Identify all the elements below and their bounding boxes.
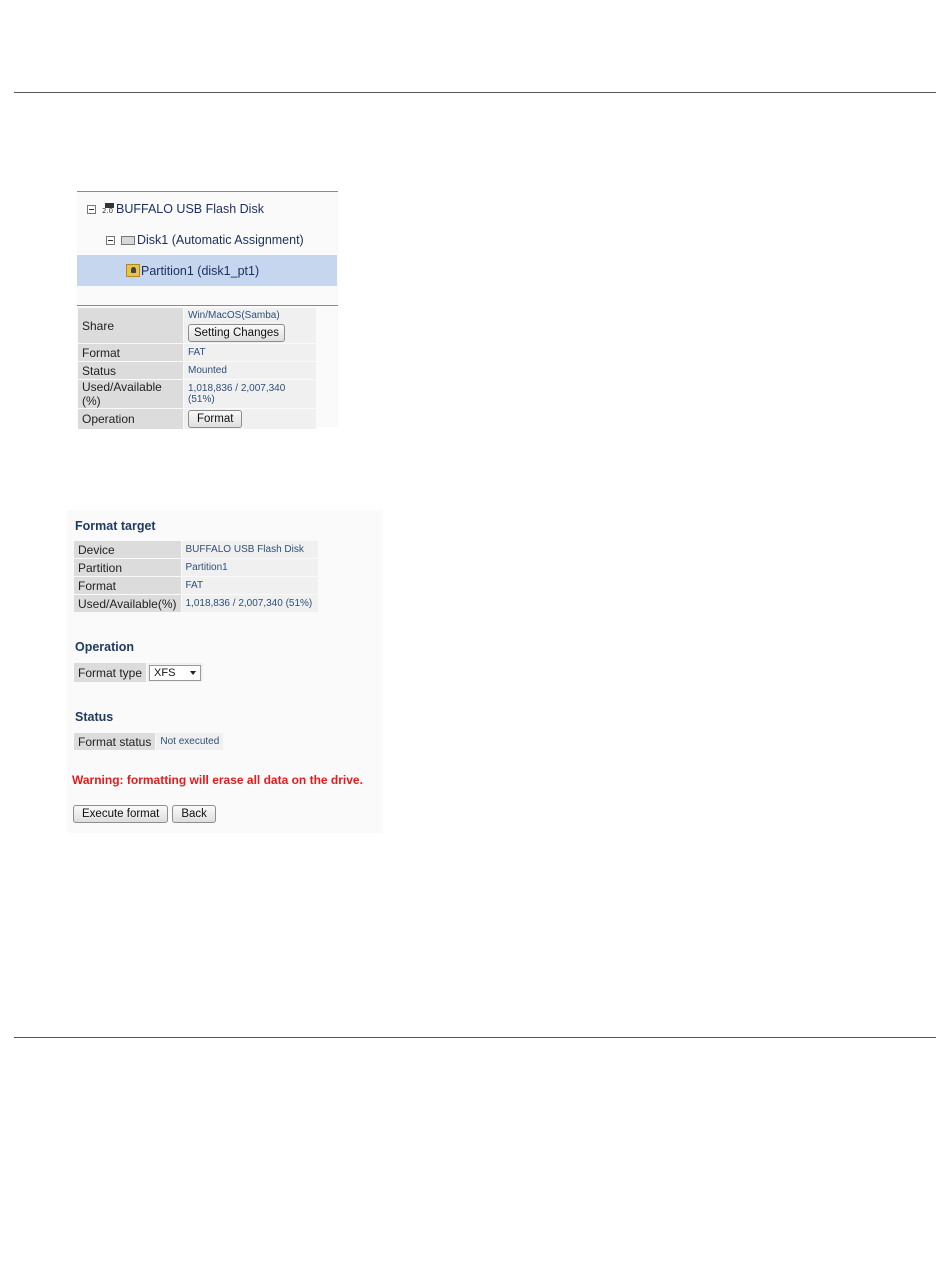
action-buttons — [73, 805, 216, 823]
partition-folder-icon — [126, 264, 140, 277]
table-row — [78, 308, 316, 343]
operation-label: Operation — [78, 409, 183, 429]
status-label: Status — [78, 362, 183, 379]
status-table — [73, 732, 224, 751]
tree-item-label: Partition1 (disk1_pt1) — [141, 263, 260, 278]
share-label: Share — [78, 308, 183, 343]
disk-tree-panel — [77, 191, 338, 427]
format-dialog — [67, 510, 383, 833]
top-divider — [14, 92, 936, 93]
table-row — [78, 409, 316, 429]
table-row — [78, 380, 316, 408]
table-row — [74, 595, 318, 612]
table-row — [74, 663, 203, 682]
device-value: BUFFALO USB Flash Disk — [182, 541, 318, 558]
format-value: FAT — [184, 344, 316, 361]
format-status-value: Not executed — [156, 733, 223, 750]
tree-item-disk[interactable] — [106, 230, 304, 250]
operation-table — [73, 662, 204, 683]
format-type-selected: XFS — [154, 666, 176, 679]
table-row — [74, 559, 318, 576]
disk-icon — [121, 236, 135, 245]
status-title: Status — [75, 710, 114, 724]
share-value: Win/MacOS(Samba) — [188, 309, 280, 321]
back-button[interactable]: Back — [172, 805, 216, 823]
format-target-title: Format target — [75, 519, 156, 533]
used-available-value: 1,018,836 / 2,007,340 (51%) — [182, 595, 318, 612]
execute-format-button[interactable]: Execute format — [73, 805, 168, 823]
table-row — [78, 344, 316, 361]
used-available-label: Used/Available(%) — [74, 595, 181, 612]
warning-message: Warning: formatting will erase all data on the drive. — [72, 773, 363, 787]
operation-title: Operation — [75, 640, 135, 654]
format-status-label: Format status — [74, 733, 155, 750]
panel-top-border — [77, 191, 338, 192]
bottom-divider — [14, 1037, 936, 1038]
status-value: Mounted — [184, 362, 316, 379]
collapse-icon[interactable] — [106, 236, 115, 245]
operation-cell — [184, 409, 316, 429]
usb-drive-icon: 2.0 — [102, 203, 115, 215]
table-row — [74, 541, 318, 558]
format-label: Format — [78, 344, 183, 361]
tree-item-partition[interactable] — [77, 255, 337, 286]
device-label: Device — [74, 541, 181, 558]
used-available-value: 1,018,836 / 2,007,340 (51%) — [184, 380, 316, 408]
format-type-label: Format type — [74, 663, 146, 682]
format-value: FAT — [182, 577, 318, 594]
table-row — [74, 577, 318, 594]
format-type-select[interactable] — [149, 665, 201, 681]
setting-changes-button[interactable]: Setting Changes — [188, 324, 285, 342]
table-row — [78, 362, 316, 379]
format-target-table — [73, 540, 319, 613]
table-row — [74, 733, 223, 750]
partition-label: Partition — [74, 559, 181, 576]
tree-item-device[interactable] — [87, 199, 264, 219]
collapse-icon[interactable] — [87, 205, 96, 214]
format-button[interactable]: Format — [188, 410, 242, 428]
format-type-cell — [147, 663, 203, 682]
tree-item-label: Disk1 (Automatic Assignment) — [137, 233, 304, 247]
chevron-down-icon — [190, 671, 196, 675]
partition-details-table — [77, 307, 317, 430]
partition-value: Partition1 — [182, 559, 318, 576]
tree-item-label: BUFFALO USB Flash Disk — [116, 202, 264, 216]
format-label: Format — [74, 577, 181, 594]
panel-divider — [77, 305, 338, 306]
share-value-cell — [184, 308, 316, 343]
used-available-label: Used/Available (%) — [78, 380, 183, 408]
